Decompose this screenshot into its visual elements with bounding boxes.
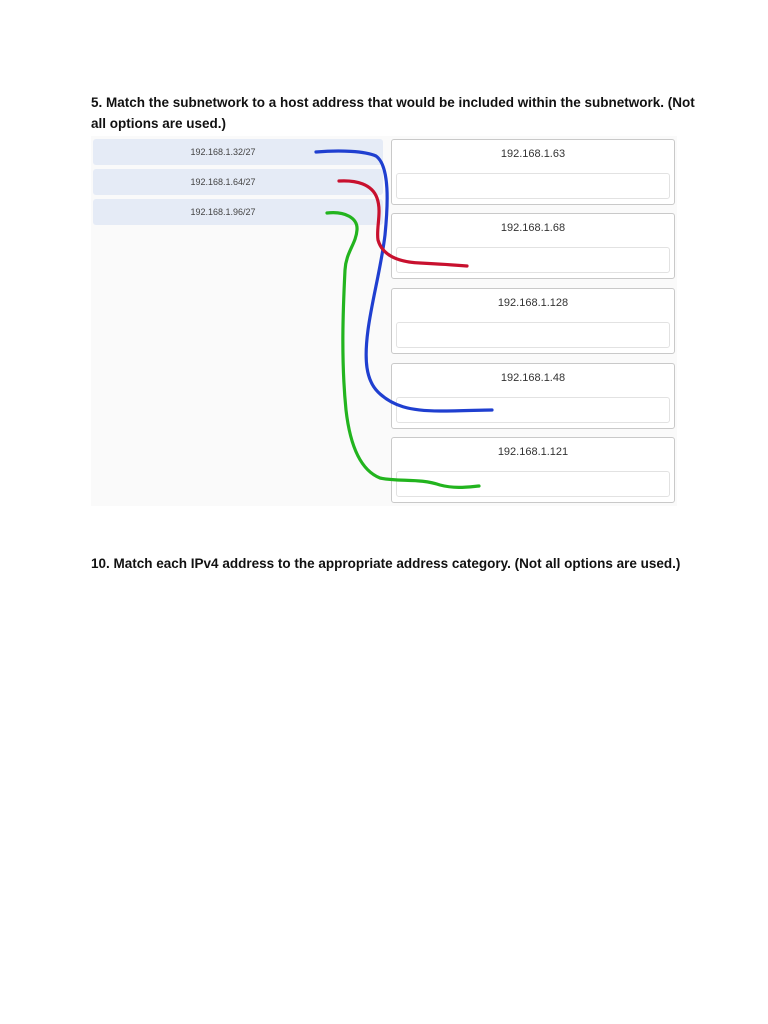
host-target: [391, 213, 675, 279]
host-target: [391, 288, 675, 354]
drop-slot[interactable]: [396, 397, 670, 423]
host-target-label: 192.168.1.68: [500, 222, 566, 234]
host-target: [391, 363, 675, 429]
host-target-label: 192.168.1.121: [497, 446, 569, 458]
question-10-title: 10. Match each IPv4 address to the appropriate address category. (Not all options are used.): [91, 556, 681, 571]
subnet-option[interactable]: [93, 139, 383, 165]
drop-slot[interactable]: [396, 471, 670, 497]
subnet-option-label: 192.168.1.64/27: [190, 177, 256, 187]
drop-slot[interactable]: [396, 322, 670, 348]
subnet-option-label: 192.168.1.96/27: [190, 207, 256, 217]
host-target: [391, 437, 675, 503]
subnet-option[interactable]: [93, 169, 383, 195]
question-5-title: 5. Match the subnetwork to a host address that would be included within the subnetwork. (Not all options are used.): [91, 95, 695, 131]
host-target-label: 192.168.1.48: [500, 372, 566, 384]
host-target: [391, 139, 675, 205]
drop-slot[interactable]: [396, 173, 670, 199]
subnet-option-label: 192.168.1.32/27: [190, 147, 256, 157]
subnet-option[interactable]: [93, 199, 383, 225]
host-target-label: 192.168.1.128: [497, 297, 569, 309]
host-target-label: 192.168.1.63: [500, 148, 566, 160]
drop-slot[interactable]: [396, 247, 670, 273]
